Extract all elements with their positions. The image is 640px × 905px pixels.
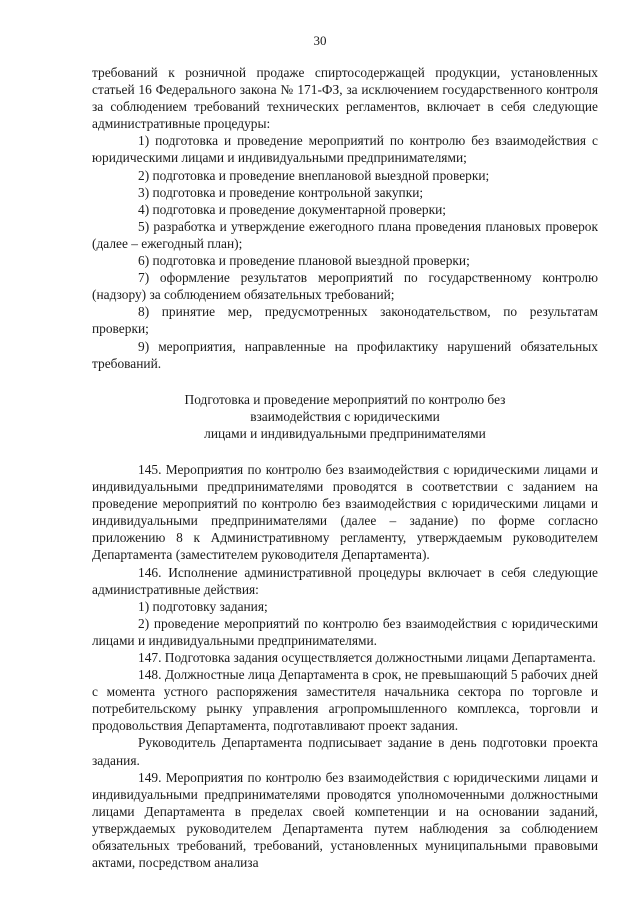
section-heading-line: лицами и индивидуальными предпринимателями — [204, 425, 486, 441]
procedure-item: 4) подготовка и проведение документарной проверки; — [138, 201, 447, 217]
paragraph-147: 147. Подготовка задания осуществляется должностными лицами Департамента. — [138, 650, 596, 665]
paragraph-148: 148. Должностные лица Департамента в срок, не превышающий 5 рабочих дней с момента устного распоряжения заместителя начальника сектора по торговле и потребительскому рынку управления агропромышленного комплекса, торговли и продовольствия Департамента, подготавливают проект задания. — [92, 667, 598, 734]
paragraph-149: 149. Мероприятия по контролю без взаимодействия с юридическими лицами и индивидуальными предпринимателями проводятся уполномоченными должностными лицами Департамента в пределах своей компетенции и на основании заданий, утверждаемых руководителем Департамента путем наблюдения за соблюдением обязательных требований, требований, установленных муниципальными правовыми актами, посредством анализа — [92, 769, 598, 871]
paragraph-148-continued: Руководитель Департамента подписывает задание в день подготовки проекта задания. — [92, 735, 598, 768]
intro-paragraph: требований к розничной продаже спиртосодержащей продукции, установленных статьей 16 Федерального закона № 171-ФЗ, за исключением государственного контроля за соблюдением требований технических регламентов, включает в себя следующие административные процедуры: — [92, 65, 598, 132]
action-item: 1) подготовку задания; — [138, 598, 268, 614]
section-heading-line: взаимодействия с юридическими — [250, 408, 440, 424]
procedure-item: 6) подготовка и проведение плановой выездной проверки; — [138, 253, 470, 269]
procedure-item: 2) подготовка и проведение внеплановой выездной проверки; — [138, 167, 490, 183]
section-heading — [92, 391, 598, 442]
paragraph-146: 146. Исполнение административной процедуры включает в себя следующие административные действия: — [92, 564, 598, 597]
procedure-item: 1) подготовка и проведение мероприятий по контролю без взаимодействия с юридическими лицами и индивидуальными предпринимателями; — [92, 133, 598, 166]
procedure-item: 7) оформление результатов мероприятий по государственному контролю (надзору) за соблюдением обязательных требований; — [92, 270, 598, 303]
page-number: 30 — [313, 33, 327, 48]
section-heading-line: Подготовка и проведение мероприятий по контролю без — [184, 391, 506, 407]
procedure-item: 8) принятие мер, предусмотренных законодательством, по результатам проверки; — [92, 304, 598, 337]
action-item: 2) проведение мероприятий по контролю без взаимодействия с юридическими лицами и индивидуальными предпринимателями. — [92, 615, 598, 648]
procedure-item: 5) разработка и утверждение ежегодного плана проведения плановых проверок (далее – ежегодный план); — [92, 218, 598, 251]
procedure-item: 3) подготовка и проведение контрольной закупки; — [138, 184, 424, 200]
paragraph-145: 145. Мероприятия по контролю без взаимодействия с юридическими лицами и индивидуальными предпринимателями проводятся в соответствии с заданием на проведение мероприятий по контролю без взаимодействия с юридическими лицами и индивидуальными предпринимателями (далее – задание) по форме согласно приложению 8 к Административному регламенту, утверждаемым руководителем Департамента (заместителем руководителя Департамента). — [92, 461, 598, 563]
document-body — [92, 64, 598, 871]
procedure-item: 9) мероприятия, направленные на профилактику нарушений обязательных требований. — [92, 338, 598, 371]
